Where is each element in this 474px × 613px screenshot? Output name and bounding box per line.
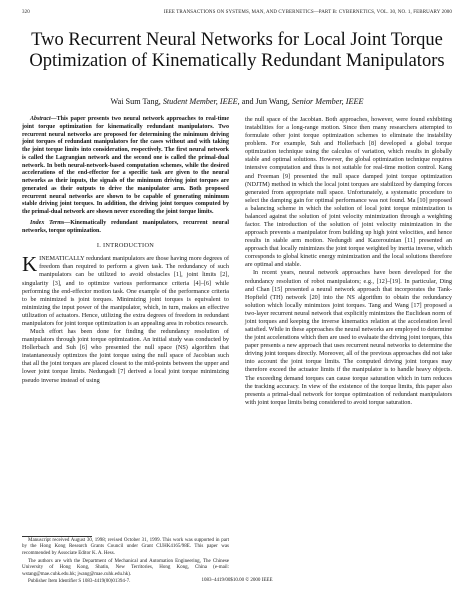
index-terms-label: Index Terms—: [30, 219, 71, 226]
paper-title: Two Recurrent Neural Networks for Local Joint Torque Optimization of Kinematically Redundant Manipulators: [29, 30, 445, 71]
author-tang-membership: Student Member, IEEE: [162, 97, 238, 106]
drop-cap: K: [22, 252, 38, 277]
author-conjunction: , and Jun Wang,: [237, 97, 292, 106]
footnote-manuscript: Manuscript received August 30, 1998; revised October 31, 1999. This work was supported in part by the Hong Kong Research Grants Council under Grant CUHK4165/98E. This paper was recommended by Associate Editor K. A. Hess.: [22, 538, 229, 556]
abstract-text: This paper presents two neural network approaches to real-time joint torque optimization for kinematically redundant manipulators. Two recurrent neural networks are proposed for determining the minimum driving joint torques of redundant manipulators for the cases without and with taking the joint torque limits into consideration, respectively. The first neural network is called the Lagrangian network and the second one is called the primal-dual network. In both neural-network-based computation schemes, while the desired accelerations of the end-effector for a specific task are given to the neural networks as their inputs, the signals of the minimum driving joint torques are generated as their outputs to drive the manipulator arm. Both proposed recurrent neural networks are shown to be capable of generating minimum stable driving joint torques. In addition, the driving joint torques computed by the primal-dual network are shown never exceeding the joint torque limits.: [22, 116, 229, 215]
index-terms-text: Kinematically redundant manipulators, recurrent neural networks, torque optimization.: [22, 219, 229, 234]
right-paragraph-1: the null space of the Jacobian. Both approaches, however, were found exhibiting instabilities for a long-range motion. Since then many researchers attempted to formulate other joint torque optimization schemes to eliminate the instability problem. For example, Suh and Hollerbach [8] developed a global torque optimization technique using the calculus of variation, which results in globally stable and optimal solutions. However, the global optimization technique requires intensive computation and thus is not suitable for real-time motion control. Kang and Freeman [9] presented the null space damped joint torque optimization (NDJTM) method in which the local joint torques are stabilized by damping forces generated from appropriate null space. Unfortunately, a systematic procedure to select the damping gain for optimal performance was not found. Ma [10] proposed a balancing scheme in which the solution of local joint torque minimization is balanced against the solution of joint velocity minimization through a weighting factor. The introduction of the solution of joint velocity minimization in the approach prevents a manipulator from building up high joint velocities, and hence results in stable arm motion. Nedungdi and Kazerouinian [11] presented an approach that locally minimizes the joint torque weighted by inertia inverse, which corresponds to global kinetic energy minimization and the local solutions therefore are optimal and stable.: [245, 116, 452, 269]
footnote-rule: [22, 536, 92, 537]
index-terms: [22, 220, 229, 236]
footnote-affiliation: The authors are with the Department of Mechanical and Automation Engineering, The Chinese University of Hong Kong, Shatin, New Territories, Hong Kong, China (e-mail: wstang@mae.cuhk.edu.hk; jwang@mae.cuhk.edu.hk).: [22, 558, 229, 577]
intro-first-word: INEMATICALLY: [39, 255, 85, 263]
authors-line: [20, 97, 454, 106]
intro-paragraph-1-text: redundant manipulators are those having more degrees of freedom than required to perform a given task. The redundancy of such manipulators can be utilized to avoid obstacles [1], joint limits [2], singularity [3], and to optimize various performance criteria [4]–[6] while performing the end-effector motion task. One example of the performance criteria to be minimized is joint torques. Minimizing joint torques is equivalent to minimizing the input power of the manipulator, which, in turn, makes an effective utilization of actuators. Hence, utilizing the extra degrees of freedom in redundant manipulators for joint torque optimization is an appealing area in robotics research.: [22, 255, 230, 327]
journal-header: IEEE TRANSACTIONS ON SYSTEMS, MAN, AND CYBERNETICS—PART B: CYBERNETICS, VOL. 30, NO. 1, FEBRUARY 2000: [163, 10, 452, 15]
copyright-footer: 1083–4419/00$10.00 © 2000 IEEE: [201, 578, 273, 583]
intro-paragraph-2: Much effort has been done for finding the redundancy resolution of manipulators through joint torque optimization. An initial study was conducted by Hollerbach and Suh [6] who presented the null space (NS) algorithm that instantaneously optimizes the joint torque using the null space of Jacobian such that all the joint torques are placed closest to the mid-points between the upper and lower joint torque limits. Nedungadi [7] derived a local joint torque minimizing pseudo inverse instead of using: [22, 328, 229, 384]
section-heading: I. INTRODUCTION: [96, 242, 155, 250]
intro-paragraph-1: [22, 252, 230, 328]
right-column: [245, 116, 452, 407]
abstract-label: Abstract—: [30, 116, 57, 122]
page-number: 320: [22, 10, 30, 15]
author-wang-membership: Senior Member, IEEE: [291, 97, 364, 106]
footnote-identifier: Publisher Item Identifier S 1083-4419(00)01394-7.: [28, 579, 131, 585]
right-paragraph-2: In recent years, neural network approaches have been developed for the redundancy resolution of robot manipulators; e.g., [12]–[19]. In particular, Ding and Chan [15] presented a neural network approach that incorporates the Tank-Hopfield (TH) network [20] into the NS algorithm to obtain the redundancy solution which locally minimizes joint torques. Tang and Wang [17] proposed a two-layer recurrent neural network that explicitly minimizes the Euclidean norm of joint torques and keeping the inverse kinematics relation at the acceleration level satisfied. While in these approaches the neural networks are employed to determine the joint accelerations which then are used to evaluate the driving joint torques, this paper presents a new approach that uses recurrent neural networks to determine the driving joint torques directly. Moreover, all of the previous approaches did not take into account the joint torque limits. The computed driving joint torques may therefore exceed the actuator limits if the manipulator is to handle heavy objects. The exceeding demand torques can cause torque saturation which in turn reduces the tracking accuracy. In view of the existence of the torque limits, this paper also presents a primal-dual network for torque optimization of redundant manipulators with joint torque limits being considered to avoid torque saturation.: [245, 269, 452, 406]
left-column: [22, 116, 229, 385]
abstract: [22, 116, 229, 217]
author-tang: Wai Sum Tang,: [110, 97, 163, 106]
